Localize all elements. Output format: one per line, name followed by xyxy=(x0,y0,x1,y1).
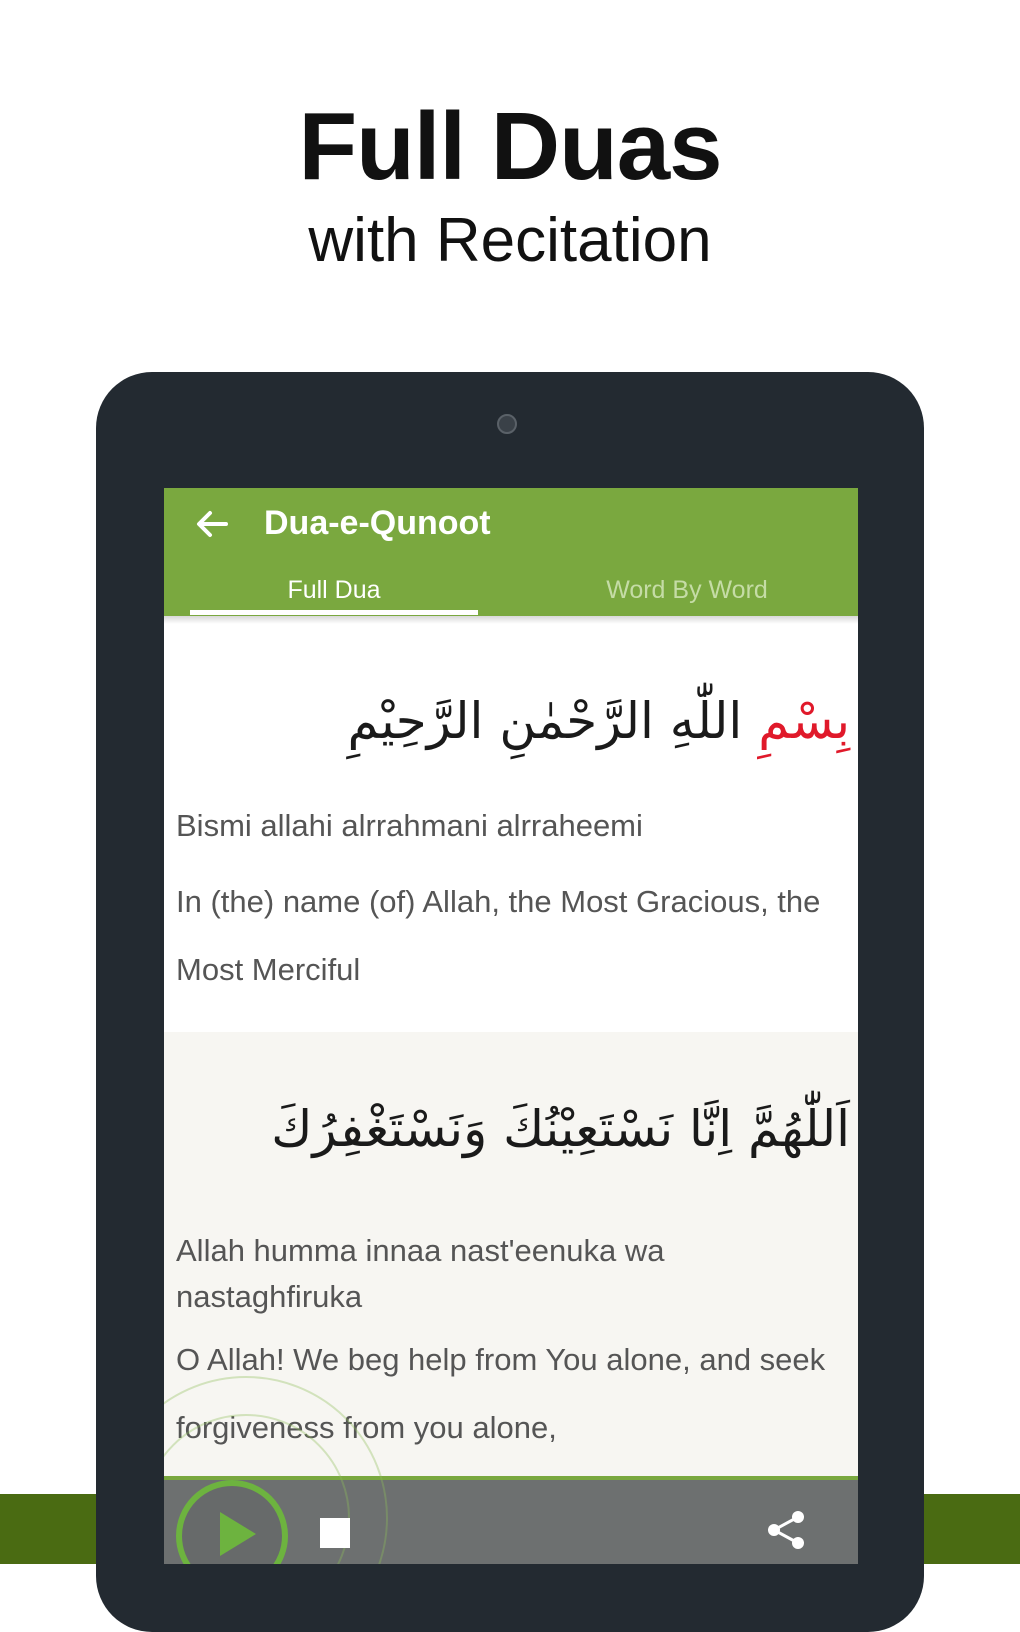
stop-icon[interactable] xyxy=(320,1518,350,1548)
tab-word-by-word[interactable]: Word By Word xyxy=(606,576,768,604)
app-bar xyxy=(164,488,858,616)
tab-full-dua[interactable]: Full Dua xyxy=(287,576,381,604)
verse-card[interactable] xyxy=(164,624,858,1032)
promo-subheadline: with Recitation xyxy=(308,206,712,275)
share-icon[interactable] xyxy=(764,1508,808,1552)
arabic-verse xyxy=(347,692,850,750)
transliteration: Bismi allahi alrrahmani alrraheemi xyxy=(176,808,643,843)
arabic-verse-text: اللّٰهِ الرَّحْمٰنِ الرَّحِيْمِ xyxy=(347,692,743,750)
tab-indicator xyxy=(190,610,478,615)
translation: In (the) name (of) Allah, the Most Gracious, the Most Merciful xyxy=(176,884,821,987)
app-bar-shadow xyxy=(164,616,858,624)
app-screen xyxy=(164,488,858,1564)
screen-title: Dua-e-Qunoot xyxy=(264,504,491,542)
arabic-verse: اَللّٰهُمَّ اِنَّا نَسْتَعِيْنُكَ وَنَسْتَغْفِرُكَ xyxy=(271,1100,850,1158)
camera-icon xyxy=(497,414,517,434)
play-icon xyxy=(220,1512,256,1556)
translation: O Allah! We beg help from You alone, and seek forgiveness from you alone, xyxy=(176,1342,826,1445)
back-arrow-icon[interactable] xyxy=(192,504,232,544)
promo-headline: Full Duas xyxy=(298,93,722,200)
arabic-highlight-word: بِسْمِ xyxy=(758,692,850,750)
transliteration: Allah humma innaa nast'eenuka wa nastaghfiruka xyxy=(176,1233,665,1314)
